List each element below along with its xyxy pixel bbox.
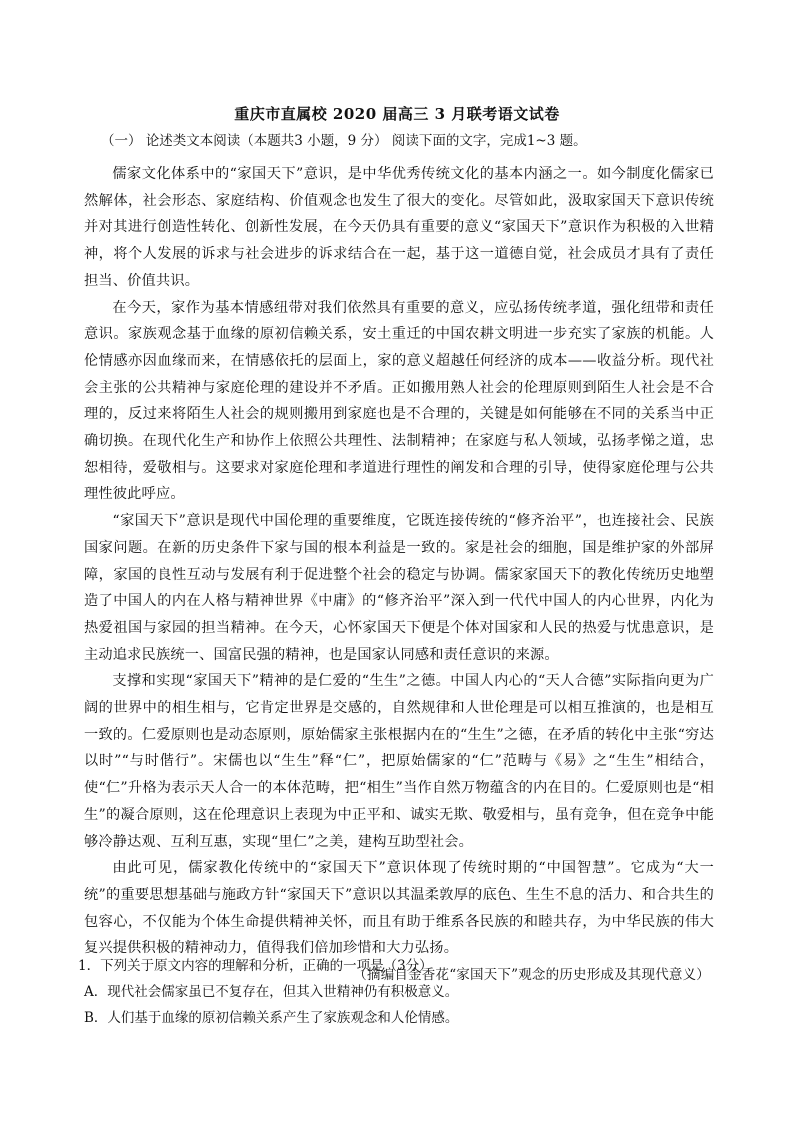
exam-title: 重庆市直属校 2020 届高三 3 月联考语文试卷	[234, 105, 560, 123]
reading-passage	[84, 161, 714, 989]
passage-paragraph-1: 儒家文化体系中的“家国天下”意识，是中华优秀传统文化的基本内涵之一。如今制度化儒家已然解体，社会形态、家庭结构、价值观念也发生了很大的变化。尽管如此，汲取家国天下意识传统并对其进行创造性转化、创新性发展，在今天仍具有重要的意义“家国天下”意识作为积极的入世精神，将个人发展的诉求与社会进步的诉求结合在一起，基于这一道德自觉，社会成员才具有了责任担当、价值共识。	[84, 166, 714, 289]
passage-source: （摘编自金香花“家国天下”观念的历史形成及其现代意义）	[353, 967, 710, 984]
question-option-a: A．现代社会儒家虽已不复存在，但其入世精神仍有积极意义。	[84, 984, 459, 1000]
question-1	[78, 953, 718, 1031]
question-option-b: B．人们基于血缘的原初信赖关系产生了家族观念和人伦情感。	[84, 1010, 459, 1026]
passage-paragraph-3: “家国天下”意识是现代中国伦理的重要维度，它既连接传统的“修齐治平”，也连接社会、民族国家问题。在新的历史条件下家与国的根本利益是一致的。家是社会的细胞，国是维护家的外部屏障，家国的良性互动与发展有利于促进整个社会的稳定与协调。儒家家国天下的教化传统历史地塑造了中国人的内在人格与精神世界《中庸》的“修齐治平”深入到一代代中国人的内心世界，内化为热爱祖国与家园的担当精神。在今天，心怀家国天下便是个体对国家和人民的热爱与忧患意识，是主动追求民族统一、国富民强的精神，也是国家认同感和责任意识的来源。	[84, 513, 714, 663]
section-heading: （一） 论述类文本阅读（本题共3 小题，9 分） 阅读下面的文字，完成1~3 题。	[101, 133, 587, 149]
question-stem: 1．下列关于原文内容的理解和分析，正确的一项是（3分）	[78, 958, 433, 974]
passage-paragraph-4: 支撑和实现“家国天下”精神的是仁爱的“生生”之德。中国人内心的“天人合德”实际指向更为广阔的世界中的相生相与，它肯定世界是交感的，自然规律和人世伦理是可以相互推演的，也是相互一致的。仁爱原则也是动态原则，原始儒家主张根据内在的“生生”之德，在矛盾的转化中主张“穷达以时”“与时偕行”。宋儒也以“生生”释“仁”，把原始儒家的“仁”范畴与《易》之“生生”相结合，使“仁”升格为表示天人合一的本体范畴，把“相生”当作自然万物蕴含的内在目的。仁爱原则也是“相生”的凝合原则，这在伦理意识上表现为中正平和、诚实无欺、敬爱相与，虽有竞争，但在竞争中能够冷静达观、互利互惠，实现“里仁”之美，建构互助型社会。	[84, 673, 714, 850]
passage-paragraph-5: 由此可见，儒家教化传统中的“家国天下”意识体现了传统时期的“中国智慧”。它成为“大一统”的重要思想基础与施政方针“家国天下”意识以其温柔敦厚的底色、生生不息的活力、和合共生的包容心，不仅能为个体生命提供精神关怀，而且有助于维系各民族的和睦共存，为中华民族的伟大复兴提供积极的精神动力，值得我们倍加珍惜和大力弘扬。	[84, 860, 714, 957]
passage-paragraph-2: 在今天，家作为基本情感纽带对我们依然具有重要的意义，应弘扬传统孝道，强化纽带和责任意识。家族观念基于血缘的原初信赖关系，安土重迁的中国农耕文明进一步充实了家族的机能。人伦情感亦因血缘而来，在情感依托的层面上，家的意义超越任何经济的成本——收益分析。现代社会主张的公共精神与家庭伦理的建设并不矛盾。正如搬用熟人社会的伦理原则到陌生人社会是不合理的，反过来将陌生人社会的规则搬用到家庭也是不合理的，关键是如何能够在不同的关系当中正确切换。在现代化生产和协作上依照公共理性、法制精神；在家庭与私人领域，弘扬孝悌之道，忠恕相待，爱敬相与。这要求对家庭伦理和孝道进行理性的阐发和合理的引导，使得家庭伦理与公共理性彼此呼应。	[84, 299, 714, 503]
